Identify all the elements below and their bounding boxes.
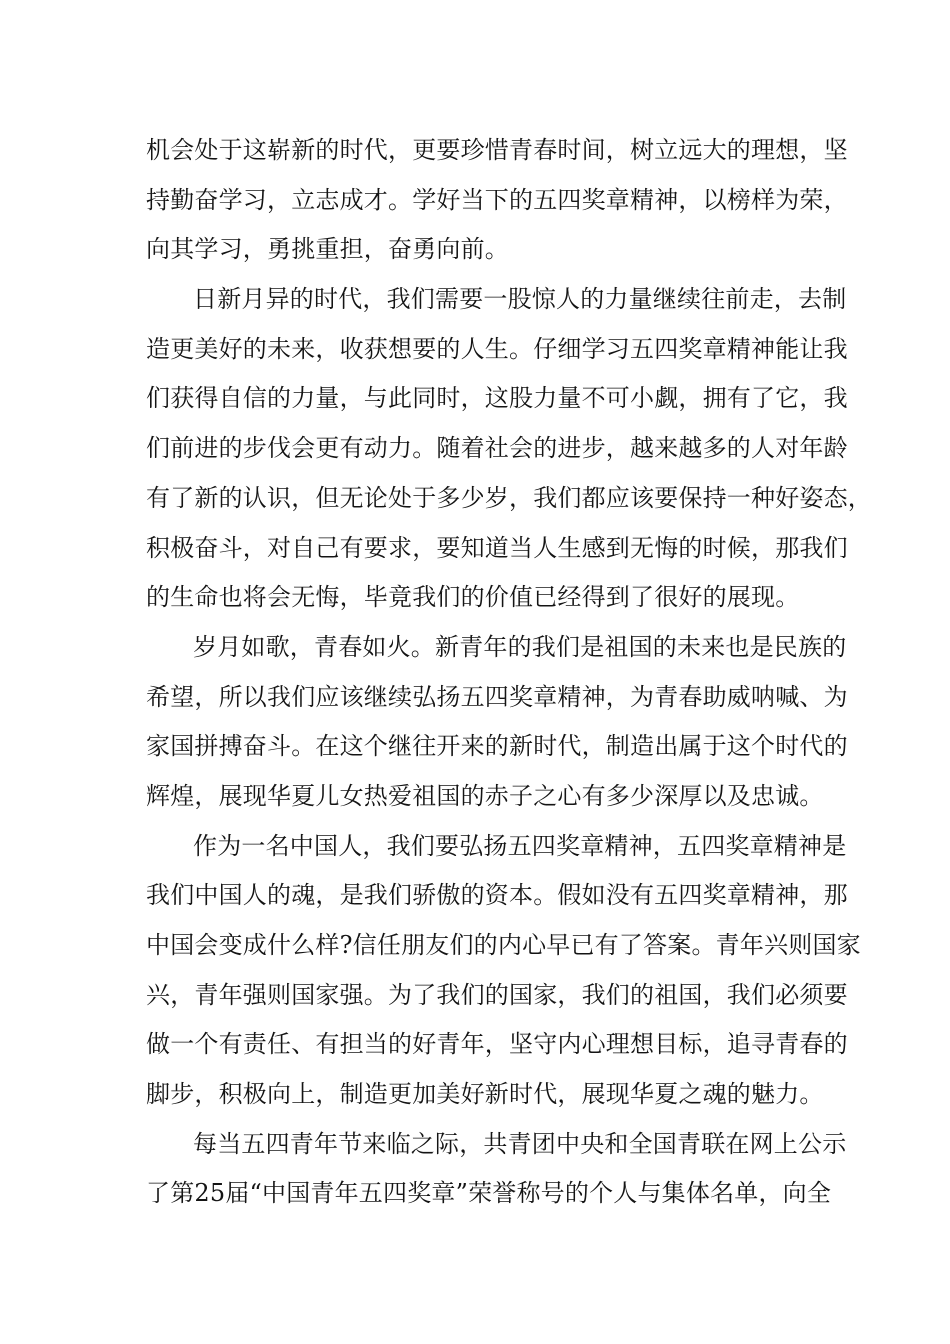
- paragraph: [146, 275, 872, 623]
- text-line: 们前进的步伐会更有动力。随着社会的进步，越来越多的人对年龄: [146, 434, 848, 463]
- text-line: 日新月异的时代，我们需要一股惊人的力量继续往前走，去制: [193, 285, 847, 314]
- text-line: 中国会变成什么样?信任朋友们的内心早已有了答案。青年兴则国家: [146, 931, 861, 959]
- text-line: 们获得自信的力量，与此同时，这股力量不可小觑，拥有了它，我: [146, 384, 848, 413]
- paragraph: [146, 623, 848, 822]
- text-line: 做一个有责任、有担当的好青年，坚守内心理想目标，追寻青春的: [146, 1030, 848, 1059]
- text-line: 我们中国人的魂，是我们骄傲的资本。假如没有五四奖章精神，那: [146, 881, 848, 910]
- paragraph: [146, 1120, 847, 1219]
- text-line: 作为一名中国人，我们要弘扬五四奖章精神，五四奖章精神是: [193, 831, 847, 860]
- text-line: 希望，所以我们应该继续弘扬五四奖章精神，为青春助威呐喊、为: [146, 682, 848, 711]
- text-line: 兴，青年强则国家强。为了我们的国家，我们的祖国，我们必须要: [146, 980, 848, 1009]
- text-line: 家国拼搏奋斗。在这个继往开来的新时代，制造出属于这个时代的: [146, 732, 848, 761]
- text-line: 向其学习，勇挑重担，奋勇向前。: [146, 235, 509, 264]
- text-line: 岁月如歌，青春如火。新青年的我们是祖国的未来也是民族的: [193, 632, 847, 661]
- paragraph: [146, 822, 861, 1120]
- text-line: 有了新的认识，但无论处于多少岁，我们都应该要保持一种好姿态，: [146, 483, 872, 512]
- text-line: 辉煌，展现华夏儿女热爱祖国的赤子之心有多少深厚以及忠诚。: [146, 781, 824, 810]
- document-body: [146, 126, 872, 1219]
- paragraph: [146, 126, 848, 275]
- text-line: 每当五四青年节来临之际，共青团中央和全国青联在网上公示: [193, 1129, 847, 1158]
- text-line: 的生命也将会无悔，毕竟我们的价值已经得到了很好的展现。: [146, 583, 800, 612]
- text-line: 机会处于这崭新的时代，更要珍惜青春时间，树立远大的理想，坚: [146, 136, 848, 164]
- text-line: 持勤奋学习，立志成才。学好当下的五四奖章精神，以榜样为荣，: [146, 185, 848, 214]
- text-line: 积极奋斗，对自己有要求，要知道当人生感到无悔的时候，那我们: [146, 533, 848, 562]
- text-line: 了第25届“中国青年五四奖章”荣誉称号的个人与集体名单，向全: [146, 1179, 832, 1208]
- text-line: 造更美好的未来，收获想要的人生。仔细学习五四奖章精神能让我: [146, 334, 848, 363]
- text-line: 脚步，积极向上，制造更加美好新时代，展现华夏之魂的魅力。: [146, 1080, 824, 1109]
